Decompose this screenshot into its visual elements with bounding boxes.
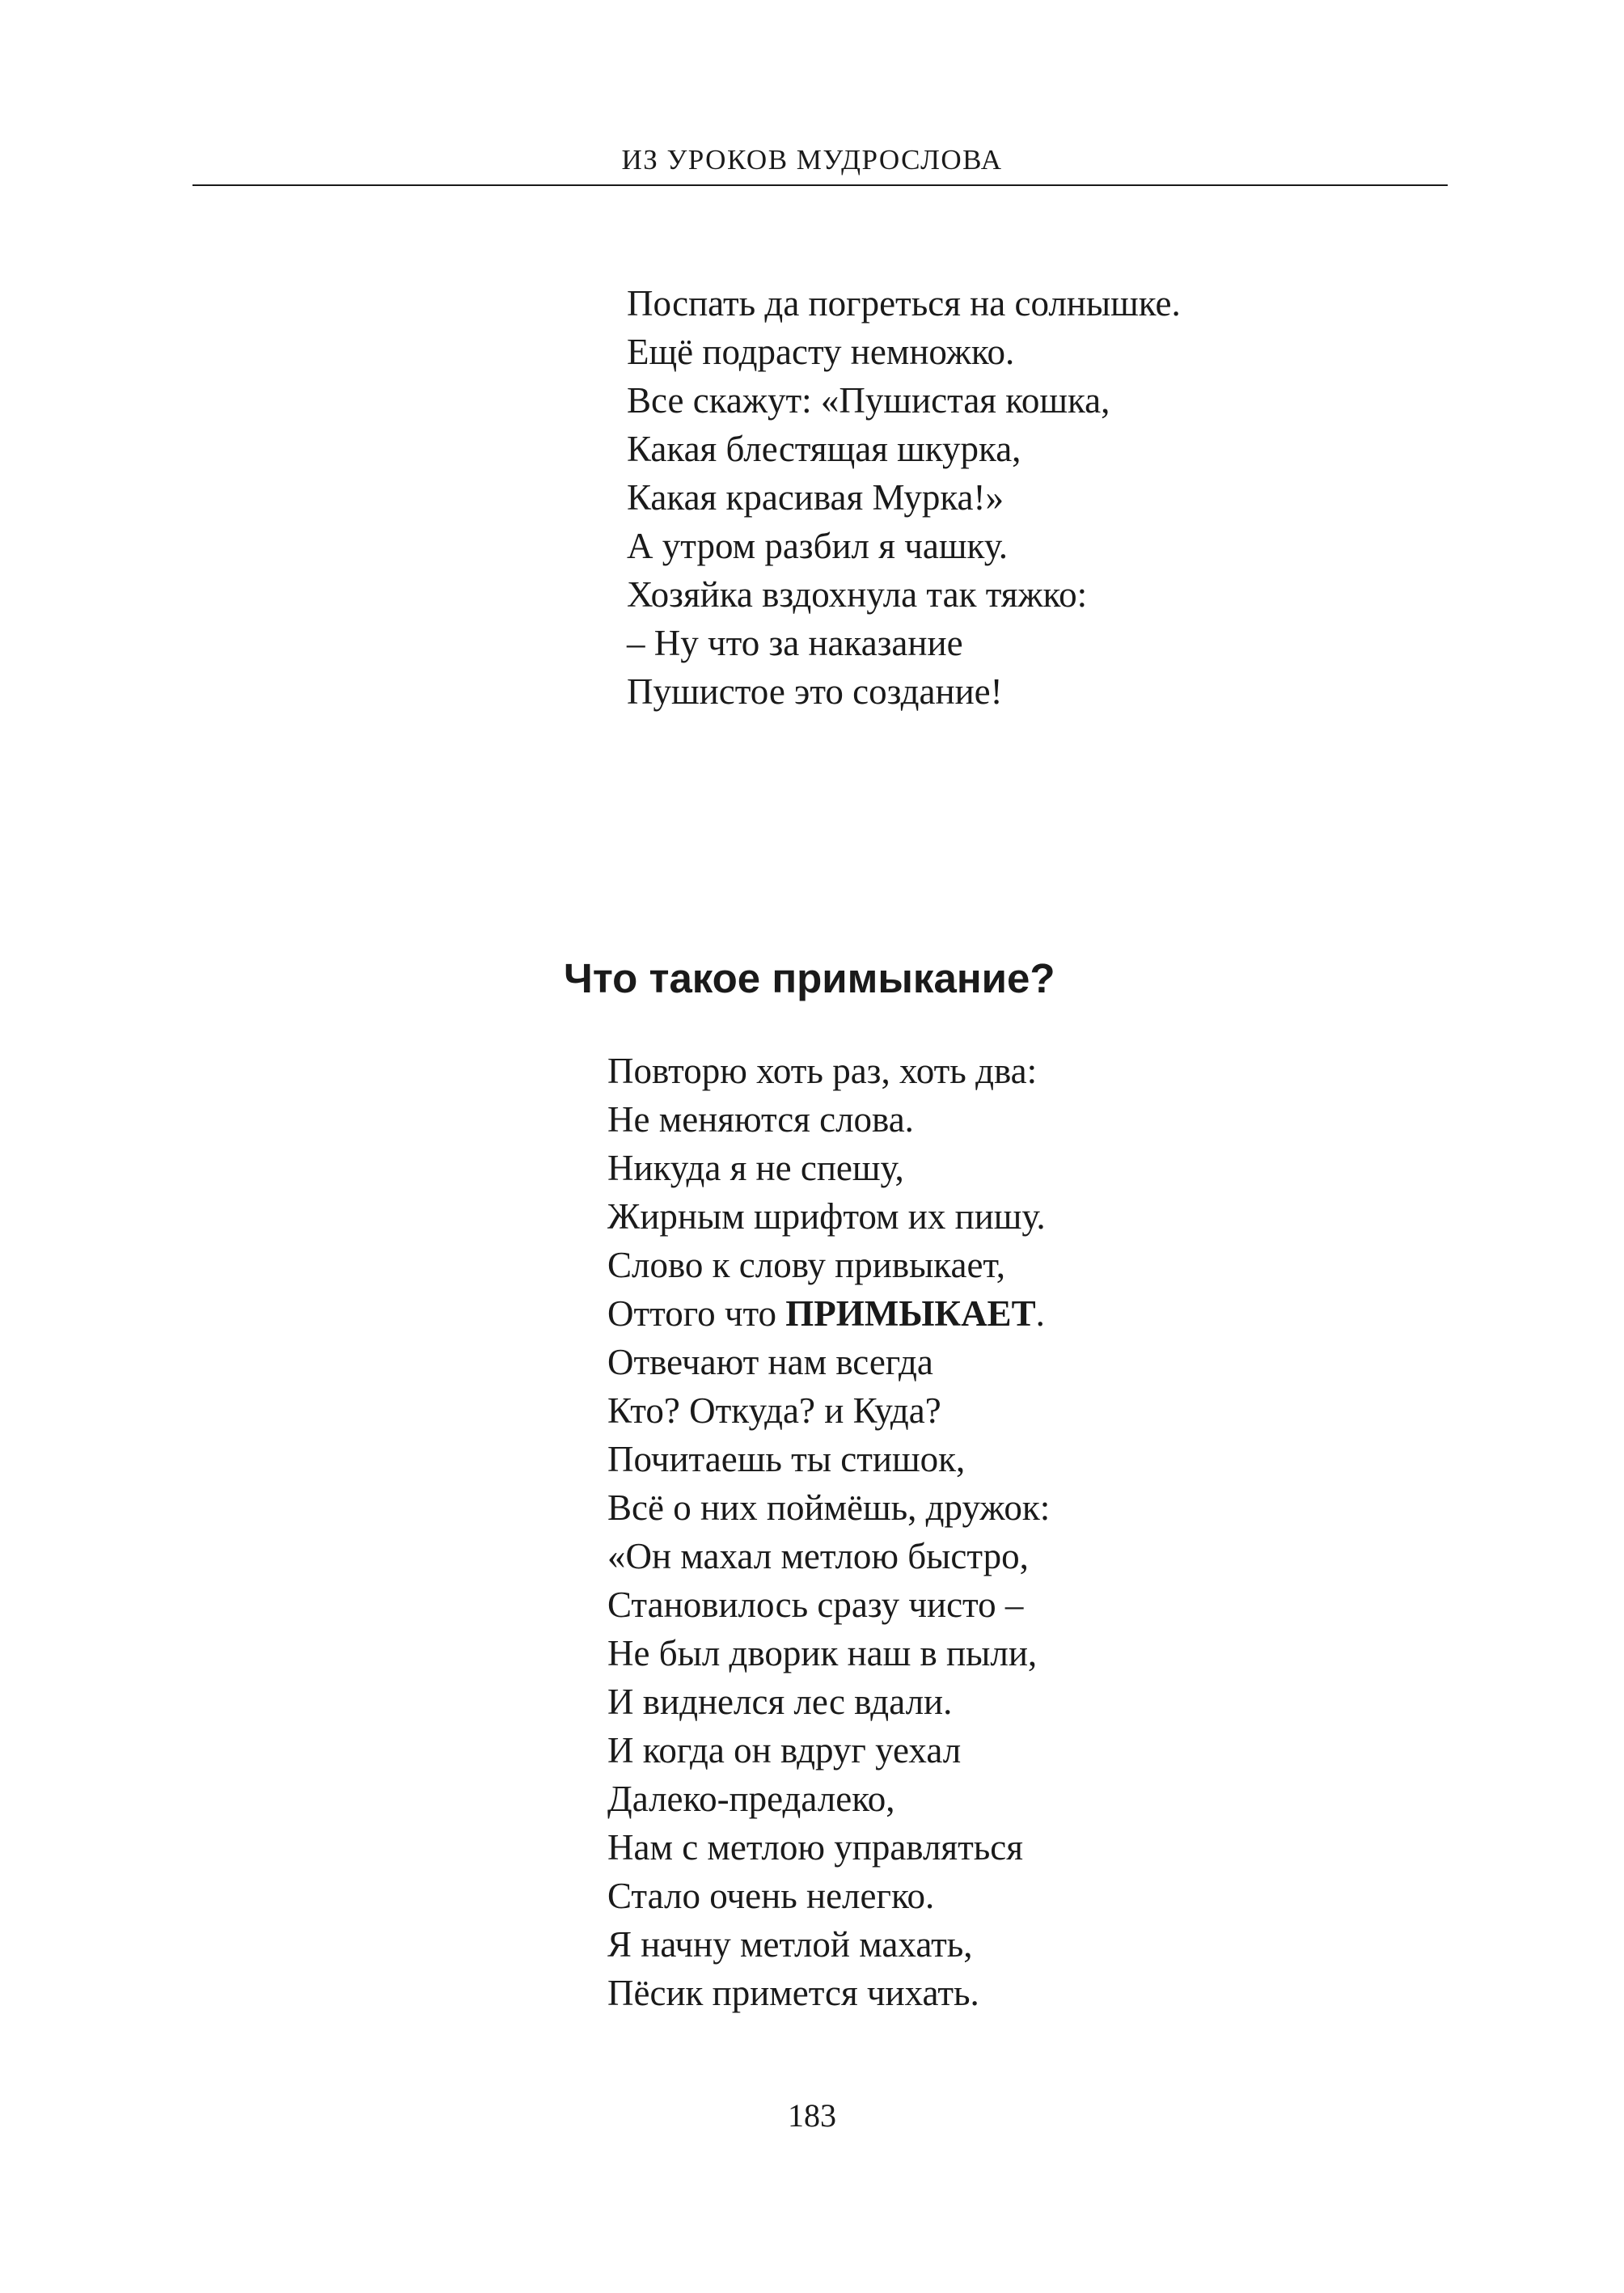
verse-line: Какая блестящая шкурка, xyxy=(627,429,1021,469)
verse-line: Становилось сразу чисто – xyxy=(607,1584,1024,1625)
verse-line: – Ну что за наказание xyxy=(627,623,963,663)
verse-line: Далеко-предалеко, xyxy=(607,1779,895,1819)
verse-line: Повторю хоть раз, хоть два: xyxy=(607,1051,1038,1091)
verse-line: Поспать да погреться на солнышке. xyxy=(627,283,1181,324)
verse-line: Почитаешь ты стишок, xyxy=(607,1439,966,1479)
verse-line: И когда он вдруг уехал xyxy=(607,1730,962,1771)
verse-line-emphasis xyxy=(607,1289,1050,1338)
verse-line: Пушистое это создание! xyxy=(627,671,1003,712)
bold-term: ПРИМЫКАЕТ xyxy=(785,1293,1036,1334)
verse-line: Кто? Откуда? и Куда? xyxy=(607,1390,941,1431)
header-rule xyxy=(192,184,1448,186)
section-title: Что такое примыкание? xyxy=(564,955,1055,1001)
verse-line: А утром разбил я чашку. xyxy=(627,526,1008,566)
verse-line: Какая красивая Мурка!» xyxy=(627,477,1004,518)
verse-line: Хозяйка вздохнула так тяжко: xyxy=(627,574,1088,615)
verse-line: Ещё подрасту немножко. xyxy=(627,332,1015,372)
verse-line-suffix: . xyxy=(1035,1293,1045,1334)
poem-stanza-1 xyxy=(627,279,1181,716)
page-number: 183 xyxy=(788,2097,836,2134)
verse-line: Никуда я не спешу, xyxy=(607,1148,904,1188)
verse-line: Не меняются слова. xyxy=(607,1099,914,1140)
verse-line: Отвечают нам всегда xyxy=(607,1342,933,1382)
verse-line: Пёсик примется чихать. xyxy=(607,1973,979,2013)
verse-line: Все скажут: «Пушистая кошка, xyxy=(627,380,1110,421)
verse-line: Стало очень нелегко. xyxy=(607,1876,935,1916)
verse-line: И виднелся лес вдали. xyxy=(607,1682,953,1722)
verse-line: Я начну метлой махать, xyxy=(607,1924,973,1965)
verse-line: Не был дворик наш в пыли, xyxy=(607,1633,1038,1673)
verse-line: Жирным шрифтом их пишу. xyxy=(607,1196,1046,1237)
running-head: ИЗ УРОКОВ МУДРОСЛОВА xyxy=(621,144,1003,176)
verse-line-prefix: Оттого что xyxy=(607,1293,786,1334)
verse-line: «Он махал метлою быстро, xyxy=(607,1536,1029,1576)
verse-line: Всё о них поймёшь, дружок: xyxy=(607,1487,1051,1528)
verse-line: Нам с метлою управляться xyxy=(607,1827,1023,1868)
poem-stanza-2 xyxy=(607,1047,1050,2017)
verse-line: Слово к слову привыкает, xyxy=(607,1245,1005,1285)
